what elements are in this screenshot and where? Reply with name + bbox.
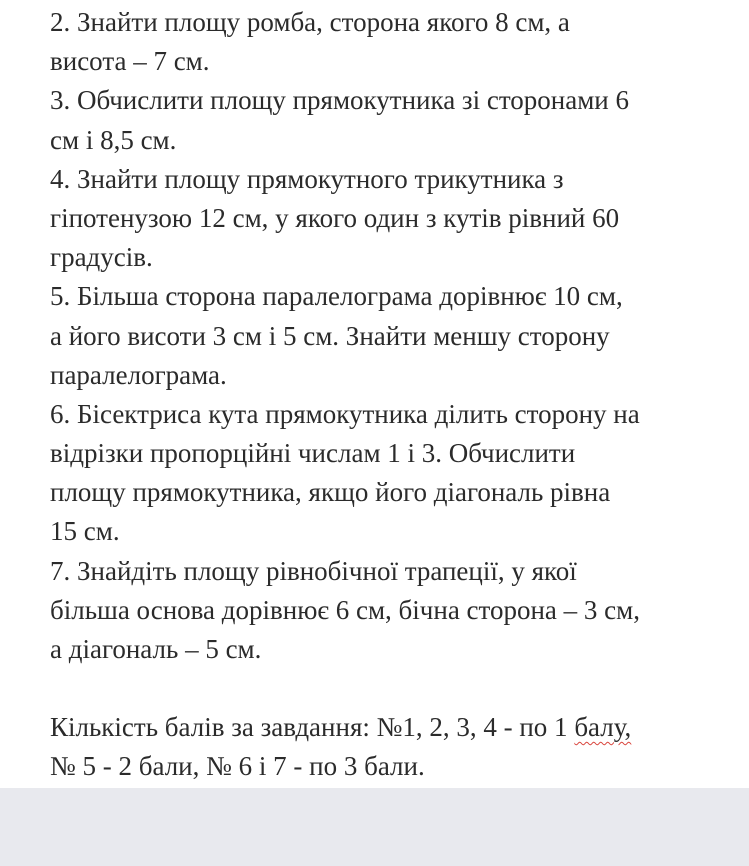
bottom-bar xyxy=(0,788,749,866)
scoring-note xyxy=(50,708,730,786)
task-6 xyxy=(50,395,730,552)
task-line: паралелограма. xyxy=(50,359,227,390)
spellcheck-word[interactable]: балу, xyxy=(574,712,632,743)
document-text xyxy=(50,0,730,787)
task-line: см і 8,5 см. xyxy=(50,124,177,155)
task-line: відрізки пропорційні числам 1 і 3. Обчислити xyxy=(50,438,576,469)
task-line: 7. Знайдіть площу рівнобічної трапеції, у якої xyxy=(50,555,577,586)
task-3 xyxy=(50,81,730,159)
task-line: а діагональ – 5 см. xyxy=(50,634,262,664)
task-line: 5. Більша сторона паралелограма дорівнює 10 см, xyxy=(50,281,623,312)
task-line: 4. Знайти площу прямокутного трикутника з xyxy=(50,163,564,194)
task-line: більша основа дорівнює 6 см, бічна сторона – 3 см, xyxy=(50,594,640,625)
task-line: площу прямокутника, якщо його діагональ рівна xyxy=(50,477,611,508)
scoring-line-1 xyxy=(50,708,730,747)
task-line: 2. Знайти площу ромба, сторона якого 8 см, а xyxy=(50,7,570,37)
task-line: гіпотенузою 12 см, у якого один з кутів рівний 60 xyxy=(50,202,620,233)
task-line: 3. Обчислити площу прямокутника зі сторонами 6 xyxy=(50,85,629,116)
task-5 xyxy=(50,277,730,395)
task-line: а його висоти 3 см і 5 см. Знайти меншу сторону xyxy=(50,320,610,351)
task-line: висота – 7 см. xyxy=(50,46,210,77)
task-4 xyxy=(50,160,730,278)
task-2 xyxy=(50,3,730,81)
scoring-line-2: № 5 - 2 бали, № 6 і 7 - по 3 бали. xyxy=(50,751,425,782)
task-7 xyxy=(50,552,730,670)
scoring-text: Кількість балів за завдання: №1, 2, 3, 4 - по 1 xyxy=(50,712,575,743)
task-line: 6. Бісектриса кута прямокутника ділить сторону на xyxy=(50,398,640,429)
task-line: 15 см. xyxy=(50,516,120,547)
task-line: градусів. xyxy=(50,242,153,273)
paragraph-gap xyxy=(50,669,730,708)
